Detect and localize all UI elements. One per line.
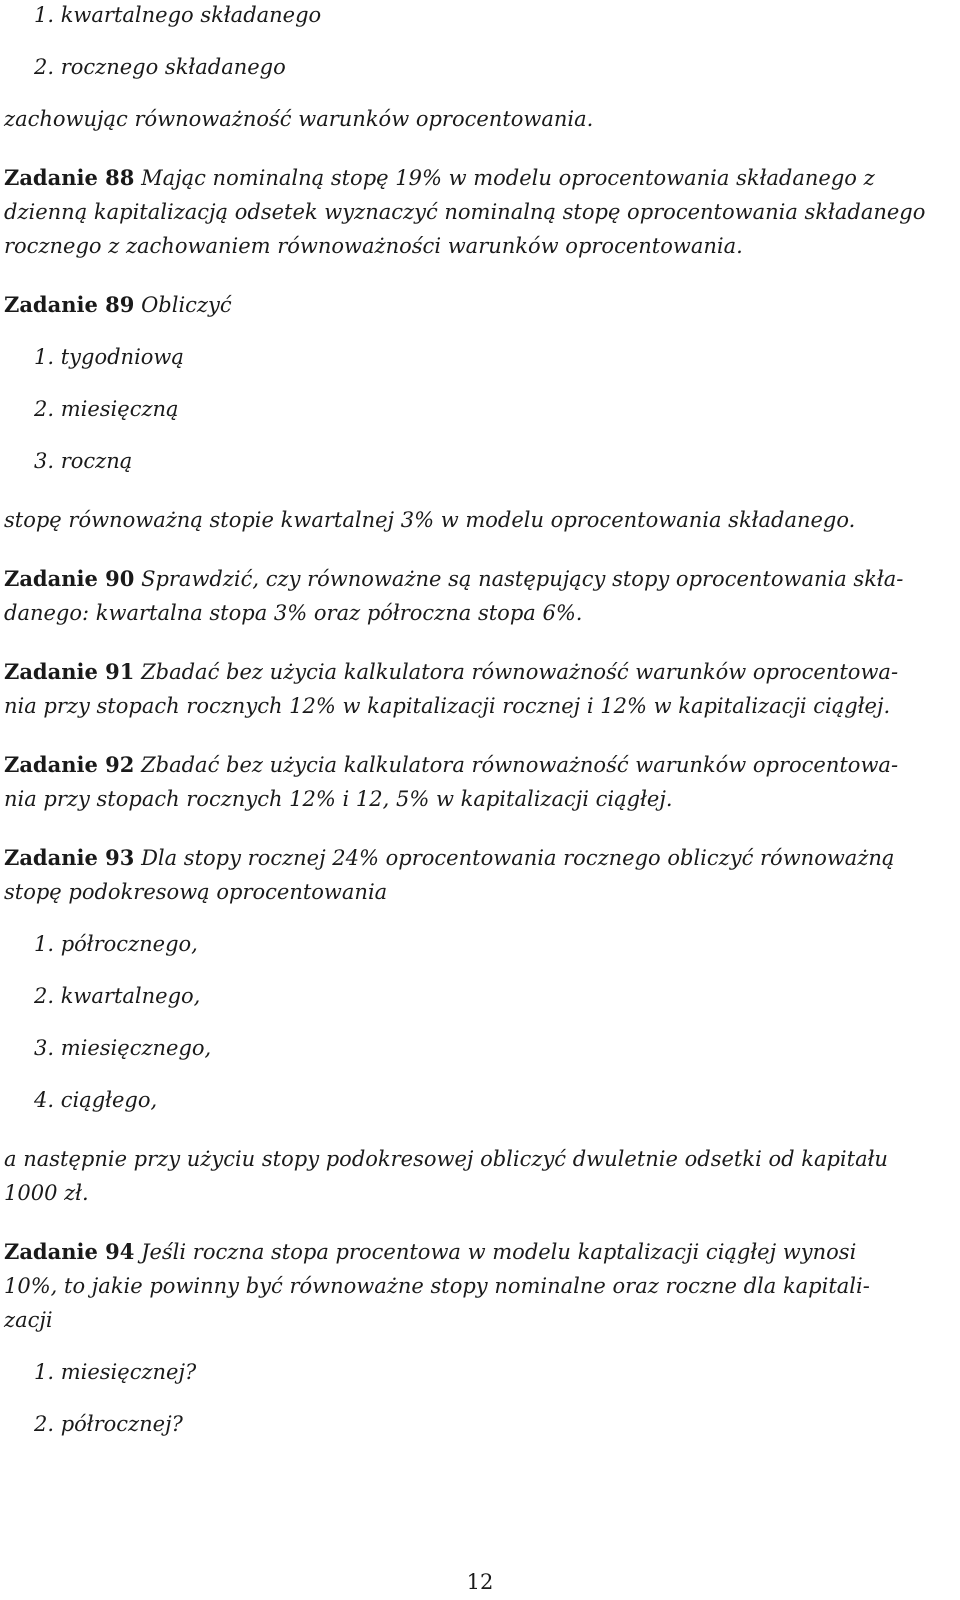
exercise-label: Zadanie 88 — [4, 165, 135, 190]
exercise-text: Sprawdzić, czy równoważne są następujący stopy oprocentowania skła- — [141, 567, 904, 591]
list-item: 2. miesięczną — [34, 397, 179, 421]
list-item: 2. kwartalnego, — [34, 984, 201, 1008]
list-item: 1. miesięcznej? — [34, 1360, 197, 1384]
paragraph-text: a następnie przy użyciu stopy podokresowej obliczyć dwuletnie odsetki od kapitału — [4, 1147, 888, 1171]
exercise-text: nia przy stopach rocznych 12% w kapitalizacji rocznej i 12% w kapitalizacji ciągłej. — [4, 694, 891, 718]
exercise-89 — [4, 290, 232, 320]
exercise-text: Jeśli roczna stopa procentowa w modelu kaptalizacji ciągłej wynosi — [141, 1240, 857, 1264]
list-item: 1. kwartalnego składanego — [34, 3, 322, 27]
page-number: 12 — [466, 1570, 494, 1594]
list-item: 3. miesięcznego, — [34, 1036, 212, 1060]
exercise-text: 10%, to jakie powinny być równoważne stopy nominalne oraz roczne dla kapitali- — [4, 1274, 870, 1298]
exercise-label: Zadanie 94 — [4, 1239, 135, 1264]
list-item: 3. roczną — [34, 449, 133, 473]
exercise-text: nia przy stopach rocznych 12% i 12, 5% w kapitalizacji ciągłej. — [4, 787, 673, 811]
list-item: 2. rocznego składanego — [34, 55, 286, 79]
exercise-88 — [4, 163, 875, 193]
list-item: 2. półrocznej? — [34, 1412, 183, 1436]
exercise-text: Obliczyć — [141, 293, 232, 317]
list-item: 4. ciągłego, — [34, 1088, 158, 1112]
exercise-text: zacji — [4, 1308, 53, 1332]
paragraph-text: 1000 zł. — [4, 1181, 89, 1205]
exercise-text: Zbadać bez użycia kalkulatora równoważność warunków oprocentowa- — [141, 753, 899, 777]
exercise-text: Mając nominalną stopę 19% w modelu oprocentowania składanego z — [141, 166, 875, 190]
exercise-text: stopę podokresową oprocentowania — [4, 880, 388, 904]
exercise-90 — [4, 564, 903, 594]
list-item: 1. tygodniową — [34, 345, 184, 369]
exercise-91 — [4, 657, 898, 687]
exercise-label: Zadanie 91 — [4, 659, 135, 684]
list-item: 1. półrocznego, — [34, 932, 198, 956]
exercise-text: dzienną kapitalizacją odsetek wyznaczyć nominalną stopę oprocentowania składanego — [4, 200, 926, 224]
paragraph-text: zachowując równoważność warunków oprocentowania. — [4, 107, 594, 131]
exercise-label: Zadanie 90 — [4, 566, 135, 591]
exercise-text: Zbadać bez użycia kalkulatora równoważność warunków oprocentowa- — [141, 660, 899, 684]
exercise-94 — [4, 1237, 856, 1267]
exercise-text: danego: kwartalna stopa 3% oraz półroczna stopa 6%. — [4, 601, 583, 625]
exercise-92 — [4, 750, 898, 780]
exercise-93 — [4, 843, 894, 873]
exercise-label: Zadanie 93 — [4, 845, 135, 870]
exercise-text: rocznego z zachowaniem równoważności warunków oprocentowania. — [4, 234, 743, 258]
exercise-label: Zadanie 92 — [4, 752, 135, 777]
paragraph-text: stopę równoważną stopie kwartalnej 3% w modelu oprocentowania składanego. — [4, 508, 856, 532]
exercise-label: Zadanie 89 — [4, 292, 135, 317]
exercise-text: Dla stopy rocznej 24% oprocentowania rocznego obliczyć równoważną — [141, 846, 895, 870]
